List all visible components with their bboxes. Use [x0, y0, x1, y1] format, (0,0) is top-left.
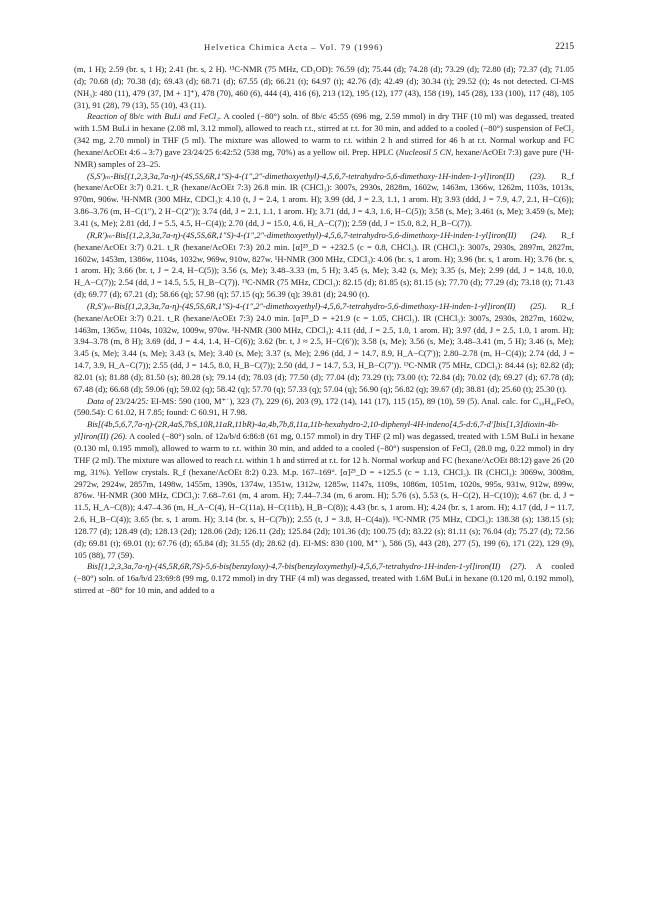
italic-text: Bis[(4b,5,6,7,7a-η)-(2R,4aS,7bS,10R,11aR,11bR)-4a,4b,7b,8,11a,11b-hexahydro-2,10-diphenyl-4H-indeno[4,5-d:6,7-d′]bis[1,3]dioxin-4b-yl]iron(II) (26). — [74, 419, 559, 442]
paragraph — [74, 230, 574, 301]
journal-title: Helvetica Chimica Acta – Vol. 79 (1996) — [204, 42, 384, 52]
paragraph — [74, 111, 574, 170]
text-run: EI-MS: 590 (100, M⁺˙), 323 (7), 229 (6), 203 (9), 172 (14), 141 (17), 115 (15), 89 (10), 59 (5). Anal. calc. for C₃₀H₄₆FeO₈ (590.54): C 61.02, H 7.85; found: C 60.91, H 7.98. — [74, 395, 574, 418]
italic-text: (R,S′)ₘ-Bis[(1,2,3,3a,7a-η)-(4S,5S,6R,1″S)-4-(1″,2″-dimethoxyethyl)-4,5,6,7-tetrahydro-5,6-dimethoxy-1H-inden-1-yl]iron(II) (25). — [87, 300, 547, 311]
italic-text: (R,R′)ₘ-Bis[(1,2,3,3a,7a-η)-(4S,5S,6R,1″S)-4-(1″,2″-dimethoxyethyl)-4,5,6,7-tetrahydro-5,6-dimethoxy-1H-inden-1-yl]iron(II) (24). — [87, 229, 547, 240]
text-run: A cooled (−80°) soln. of 16a/b/d 23:69:8 (99 mg, 0.172 mmol) in dry THF (4 ml) was degassed, treated with 1.6M BuLi in hexane (0.120 ml, 0.192 mmol), stirred at −80° for 10 min, and added to a — [74, 561, 574, 596]
italic-text: Nucleosil 5 CN — [398, 146, 452, 157]
paragraph — [74, 64, 574, 111]
text-run: (m, 1 H); 2.59 (br. s, 1 H); 2.41 (br. s, 2 H). ¹³C-NMR (75 MHz, CD₃OD): 76.59 (d); 75.44 (d); 74.28 (d); 73.29 (d); 72.80 (d); 72.37 (d); 71.05 (d); 70.68 (d); 70.38 (d); 69.43 (d); 68.71 (d); 67.55 (d); 66.21 (t); 64.97 (t); 42.76 (d); 42.49 (d); 30.34 (t); 29.52 (t); 4s not detected. CI-MS (NH₃): 480 (11), 479 (37, [M + 1]⁺), 478 (70), 460 (6), 444 (4), 416 (6), 213 (12), 195 (12), 177 (43), 158 (19), 145 (28), 133 (100), 117 (48), 105 (31), 91 (28), 79 (13), 55 (10), 43 (11). — [74, 64, 574, 110]
page-number: 2215 — [555, 42, 574, 52]
paragraph — [74, 301, 574, 396]
paragraph — [74, 561, 574, 597]
text-run: R_f (hexane/AcOEt 3:7) 0.21. t_R (hexane/AcOEt 7:3) 20.2 min. [α]²⁵_D = +232.5 (c = 0.8, CHCl₃). IR (CHCl₃): 3007s, 2930s, 2897m, 2827m, 1602w, 1453m, 1386w, 1104s, 1032w, 969w, 910w, 827w. ¹H-NMR (300 MHz, CDCl₃): 4.06 (br. s, 1 arom. H); 3.96 (br. s, 1 arom. H); 3.76 (br. s, 1 arom. H); 3.66 (br. t, J = 2.4, H−C(5)); 3.56 (s, Me); 3.48–3.33 (m, 5 H); 3.45 (s, Me); 3.42 (s, Me); 3.35 (s, Me); 2.99 (dd, J = 14.8, 10.0, H_A−C(7)); 2.54 (dd, J = 14.5, 5.5, H_B−C(7)). ¹³C-NMR (75 MHz, CDCl₃): 82.15 (d); 81.85 (s); 81.15 (s); 77.70 (d); 77.29 (d); 73.18 (t); 71.43 (d); 69.77 (d); 67.21 (d); 58.66 (q); 57.98 (q); 57.15 (q); 56.39 (q); 39.81 (d); 24.90 (t). — [74, 229, 574, 300]
italic-text: (S,S′)ₘ-Bis[(1,2,3,3a,7a-η)-(4S,5S,6R,1″S)-4-(1″,2″-dimethoxyethyl)-4,5,6,7-tetrahydro-5,6-dimethoxy-1H-inden-1-yl]iron(II) (23). — [87, 170, 547, 181]
italic-text: Reaction of — [87, 111, 130, 122]
text-run: , hexane/AcOEt 7:3) gave pure (¹H-NMR) samples of 23–25. — [74, 146, 574, 169]
paragraph — [74, 171, 574, 230]
paragraph — [74, 419, 574, 561]
running-header — [74, 42, 574, 56]
italic-text: with BuLi and FeCl₂. — [144, 111, 222, 122]
italic-text: Data of — [87, 395, 116, 406]
italic-text: Bis[(1,2,3,3a,7a-η)-(4S,5R,6R,7S)-5,6-bis(benzyloxy)-4,7-bis(benzyloxymethyl)-4,5,6,7-tetrahydro-1H-inden-1-yl]iron(II) (27). — [87, 561, 527, 572]
text-run: R_f (hexane/AcOEt 3:7) 0.21. t_R (hexane/AcOEt 7:3) 24.0 min. [α]²⁵_D = +21.9 (c = 1.05, CHCl₃). IR (CHCl₃): 3007s, 2930s, 2827m, 1602w, 1463m, 1365w, 1104s, 1032w, 1009w, 970w. ¹H-NMR (300 MHz, CDCl₃): 4.11 (dd, J = 2.5, 1.0, 1 arom. H); 3.97 (dd, J = 2.5, 1.0, 1 arom. H); 3.94–3.78 (m, 8 H); 3.69 (dd, J = 4.4, 1.4, H−C(6)); 3.62 (br. t, J ≈ 2.5, H−C(6′)); 3.58 (s, Me); 3.56 (s, Me); 3.48–3.41 (m, 5 H); 3.46 (s, Me); 3.45 (s, Me); 3.44 (s, Me); 3.43 (s, Me); 3.40 (s, Me); 3.37 (s, Me); 2.96 (dd, J = 14.7, 8.9, H_A−C(7′)); 2.80–2.78 (m, H−C(4)); 2.74 (dd, J = 14.7, 3.9, H_A−C(7)); 2.55 (dd, J = 14.5, 8.0, H_B−C(7)); 2.50 (dd, J = 14.7, 5.3, H_B−C(7′)). ¹³C-NMR (75 MHz, CDCl₃): 84.44 (s); 82.82 (d); 82.01 (s); 81.88 (d); 81.50 (s); 80.28 (s); 79.14 (d); 78.03 (d); 77.50 (d); 77.04 (d); 73.29 (t); 73.00 (t); 72.84 (d); 70.02 (d); 69.27 (d); 67.78 (d); 67.48 (d); 66.68 (d); 59.06 (q); 59.02 (q); 58.42 (q); 57.70 (q); 57.33 (q); 57.04 (q); 56.90 (q); 56.82 (q); 39.67 (d); 38.81 (d); 25.60 (t); 25.30 (t). — [74, 300, 574, 394]
paragraph — [74, 396, 574, 420]
text-run: A cooled (−80°) soln. of 12a/b/d 6:86:8 (61 mg, 0.157 mmol) in dry THF (2 ml) was degassed, treated with 1.5M BuLi in hexane (0.130 ml, 0.195 mmol), allowed to warm to r.t. within 30 min, and added to a cooled (−80°) suspension of FeCl₂ (28.0 mg, 0.22 mmol) in dry THF (2 ml). The mixture was allowed to reach r.t. within 1 h and stirred at r.t. for 12 h. Normal workup and FC (hexane/AcOEt 88:12) gave 26 (20 mg, 31%). Yellow crystals. R_f (hexane/AcOEt 8:2) 0.23. M.p. 167–169°. [α]²⁵_D = +125.5 (c = 1.13, CHCl₃). IR (CHCl₃): 3069w, 3008m, 2972w, 2924w, 2857m, 1498w, 1455m, 1390s, 1374w, 1351w, 1312w, 1285w, 1147s, 1109s, 1086m, 1051m, 1020s, 995s, 931w, 912w, 899w, 876w. ¹H-NMR (300 MHz, CDCl₃): 7.68–7.61 (m, 4 arom. H); 7.44–7.34 (m, 6 arom. H); 5.76 (s), 5.53 (s, H−C(2), H−C(10)); 4.67 (br. d, J = 11.5, H_A−C(8)); 4.47–4.36 (m, H_A−C(4), H−C(11a), H−C(11b), H_B−C(8)); 4.43 (br. s, 1 arom. H); 4.24 (br. s, 1 arom. H); 4.17 (dd, J = 11.7, 2.6, H_B−C(4)); 3.65 (br. s, 1 arom. H); 3.14 (br. s, H−C(7b)); 2.55 (t, J = 3.8, H−C(4a)). ¹³C-NMR (75 MHz, CDCl₃): 138.38 (s); 138.15 (s); 128.77 (d); 128.49 (d); 128.13 (2d); 128.06 (2d); 126.11 (2d); 125.84 (2d); 101.36 (d); 100.75 (d); 83.22 (s); 81.11 (s); 76.04 (d); 75.27 (d); 72.56 (d); 69.81 (t); 69.01 (t); 67.76 (d); 65.84 (d); 31.55 (d); 28.62 (d). EI-MS: 830 (100, M⁺˙), 586 (5), 443 (28), 277 (5), 199 (6), 171 (22), 129 (9), 105 (88), 77 (59). — [74, 431, 574, 560]
text-run: A cooled (−80°) soln. of 8b/c 45:55 (696 mg, 2.59 mmol) in dry THF (10 ml) was degassed, treated with 1.5M BuLi in hexane (2.08 ml, 3.12 mmol), allowed to reach r.t., stirred at r.t. for 30 min, and added to a cooled (−80°) suspension of FeCl₂ (342 mg, 2.70 mmol) in THF (5 ml). The mixture was allowed to warm to r.t. within 2 h and stirred for 46 h at r.t. Normal workup and FC (hexane/AcOEt 4:6→3:7) gave 23/24/25 6:42:52 (538 mg, 70%) as a yellow oil. Prep. HPLC ( — [74, 111, 574, 157]
text-run: 8b/c — [129, 111, 145, 122]
text-run: R_f (hexane/AcOEt 3:7) 0.21. t_R (hexane/AcOEt 7:3) 26.8 min. IR (CHCl₃): 3007s, 2930s, 2828m, 1602w, 1463m, 1366w, 1262m, 1103s, 1013s, 970m, 906w. ¹H-NMR (300 MHz, CDCl₃): 4.10 (t, J = 2.4, 1 arom. H); 3.99 (dd, J = 2.3, 1.1, 1 arom. H); 3.93 (ddd, J = 7.9, 4.7, 2.1, H−C(6)); 3.86–3.76 (m, H−C(1″), 2 H−C(2″)); 3.74 (dd, J = 2.1, 1.1, 1 arom. H); 3.71 (dd, J = 4.3, 1.6, H−C(5)); 3.58 (s, Me); 3.461 (s, Me); 3.459 (s, Me); 3.41 (s, Me); 2.81 (dd, J = 5.5, 4.5, H−C(4)); 2.70 (dd, J = 15.0, 4.6, H_A−C(7)); 2.59 (dd, J = 15.0, 8.2, H_B−C(7)). — [74, 170, 575, 228]
article-body — [74, 64, 574, 597]
italic-text: : — [145, 395, 149, 406]
text-run: 23/24/25 — [115, 395, 146, 406]
